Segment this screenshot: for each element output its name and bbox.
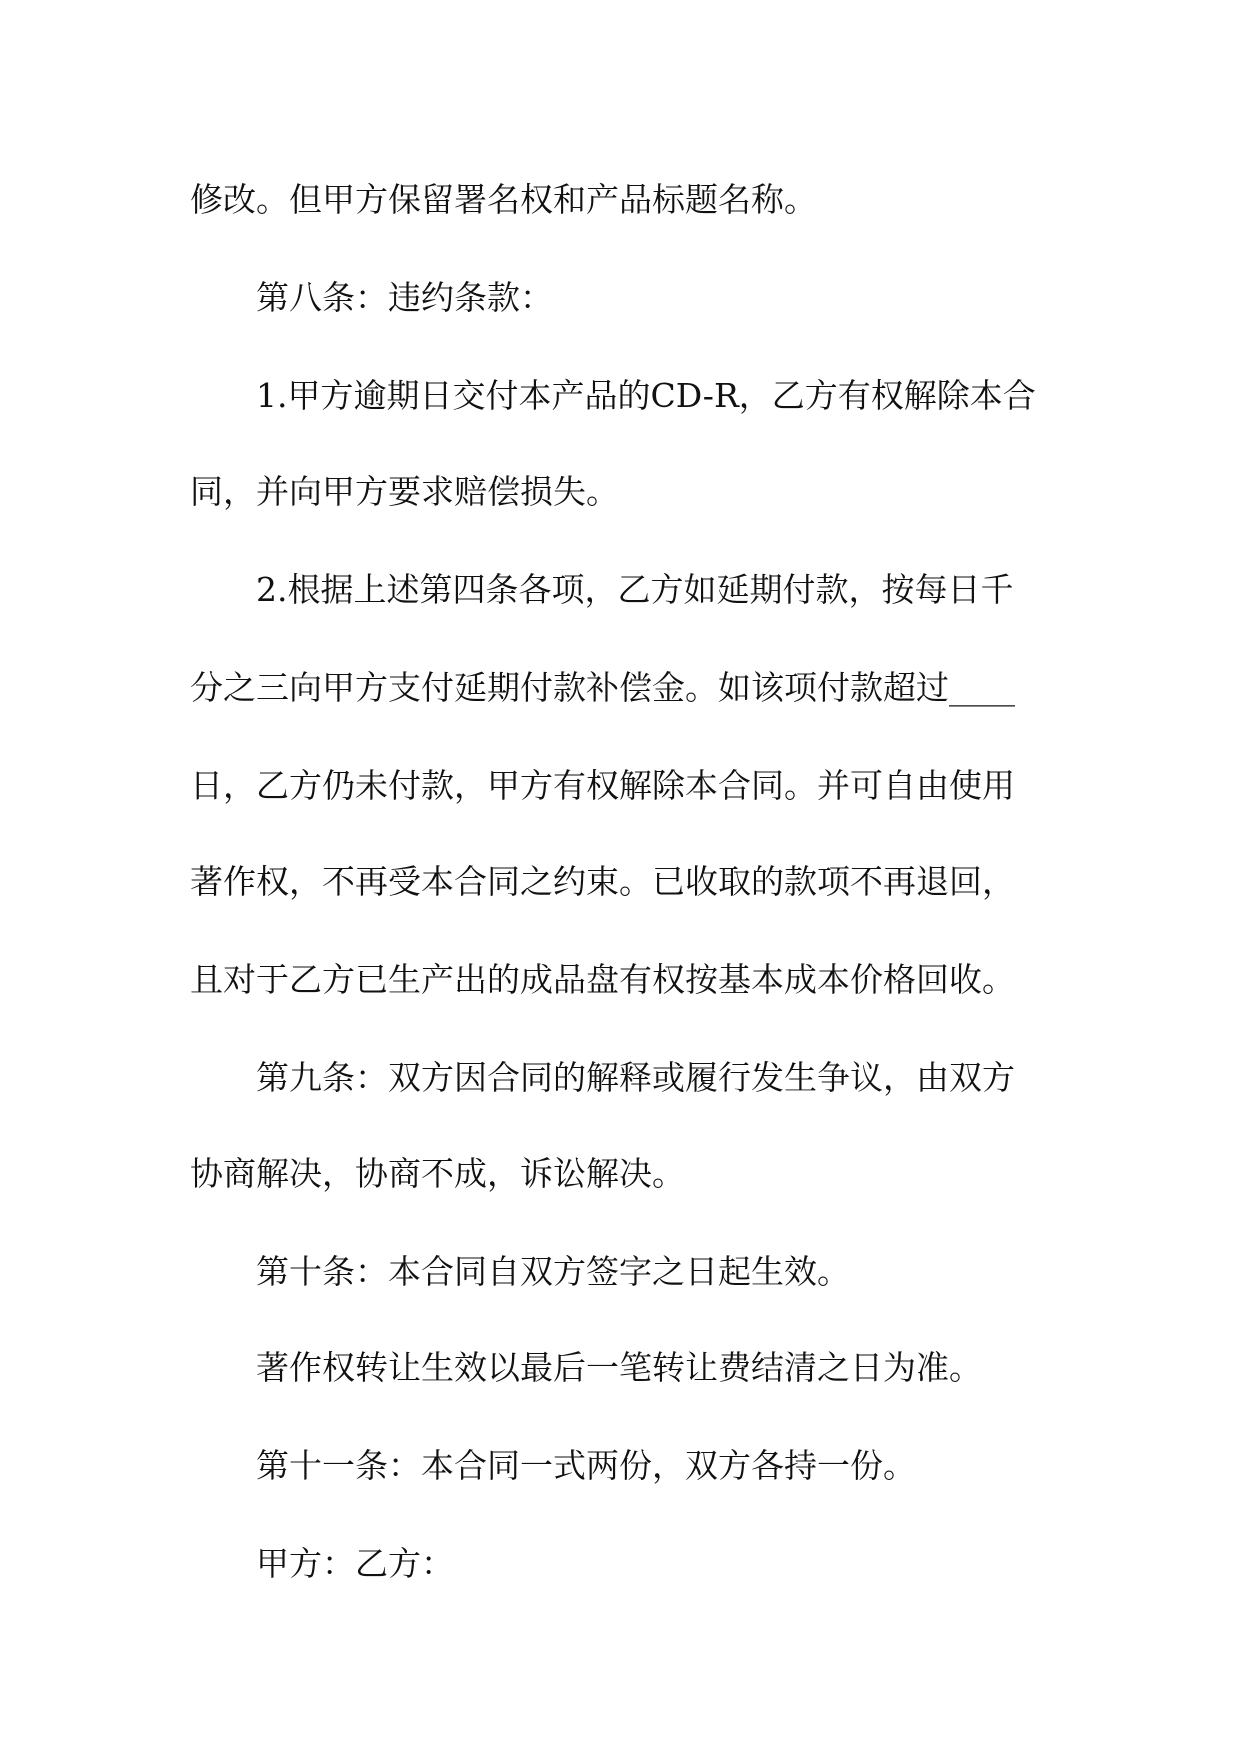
article-11-text: 第十一条：本合同一式两份，双方各持一份。 — [256, 1446, 916, 1485]
text-line: 著作权，不再受本合同之约束。已收取的款项不再退回， — [190, 862, 1015, 901]
text-line: 分之三向甲方支付延期付款补偿金。如该项付款超过____ — [190, 668, 1015, 707]
text-line: 协商解决，协商不成，诉讼解决。 — [190, 1154, 685, 1193]
article-10-text: 第十条：本合同自双方签字之日起生效。 — [256, 1252, 850, 1291]
text-line: 著作权转让生效以最后一笔转让费结清之日为准。 — [256, 1348, 982, 1387]
text-line: 同，并向甲方要求赔偿损失。 — [190, 472, 619, 511]
article-9-text: 第九条：双方因合同的解释或履行发生争议，由双方 — [256, 1058, 1015, 1097]
signature-line: 甲方：乙方： — [256, 1544, 454, 1583]
text-line: 2.根据上述第四条各项，乙方如延期付款，按每日千 — [256, 570, 1014, 609]
article-8-heading: 第八条：违约条款： — [256, 278, 553, 317]
text-line: 修改。但甲方保留署名权和产品标题名称。 — [190, 180, 817, 219]
text-line: 日，乙方仍未付款，甲方有权解除本合同。并可自由使用 — [190, 766, 1015, 805]
text-line: 且对于乙方已生产出的成品盘有权按基本成本价格回收。 — [190, 960, 1015, 999]
text-line: 1.甲方逾期日交付本产品的CD-R，乙方有权解除本合 — [256, 376, 1036, 415]
